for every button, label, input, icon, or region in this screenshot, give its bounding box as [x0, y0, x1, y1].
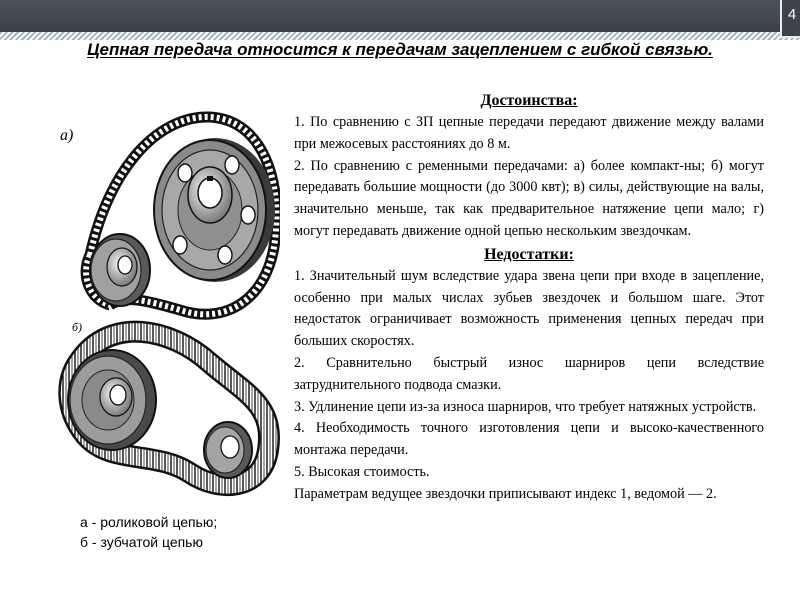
parameters-note: Параметрам ведущее звездочки приписывают индекс 1, ведомой — 2. — [294, 485, 717, 502]
header-bar — [0, 0, 800, 32]
chain-drive-illustration — [50, 95, 280, 503]
figure-a-label: а) — [60, 127, 74, 144]
caption-line-b: б - зубчатой цепью — [80, 534, 203, 550]
header-stripes — [0, 32, 800, 40]
advantages-heading: Достоинства: — [480, 92, 578, 109]
disadvantage-item: 2. Сравнительно быстрый износ шарниров цепи вследствие затруднительного подвода смазки. — [294, 354, 764, 393]
chain-drive-figure — [50, 95, 280, 503]
figure-caption — [80, 512, 280, 552]
disadvantage-item: 5. Высокая стоимость. — [294, 463, 430, 480]
slide-number: 4 — [780, 0, 800, 38]
slide-title: Цепная передача относится к передачам зацеплением с гибкой связью. — [87, 40, 713, 59]
disadvantage-item: 3. Удлинение цепи из-за износа шарниров, что требует натяжных устройств. — [294, 398, 757, 415]
text-column — [294, 90, 764, 506]
disadvantage-item: 4. Необходимость точного изготовления цепи и высоко-качественного монтажа передачи. — [294, 420, 764, 459]
caption-line-a: а - роликовой цепью; — [80, 514, 218, 530]
figure-b-label: б) — [72, 320, 83, 334]
advantage-item: 2. По сравнению с ременными передачами: а) более компакт-ны; б) могут передавать большие мощности (до 3000 квт); в) силы, действующие на валы, значительно меньше, так как предварительное натяжение цепи мало; г) могут передавать движение одной цепью нескольким звездочкам. — [294, 157, 764, 239]
disadvantage-item: 1. Значительный шум вследствие удара звена цепи при входе в зацепление, особенно при малых числах зубьев звездочек и большом шаге. Этот недостаток ограничивает возможность применения цепных передач при больших скоростях. — [294, 267, 764, 350]
disadvantages-heading: Недостатки: — [484, 245, 574, 263]
advantage-item: 1. По сравнению с ЗП цепные передачи передают движение между валами при межосевых расстояниях до 8 м. — [294, 114, 764, 152]
